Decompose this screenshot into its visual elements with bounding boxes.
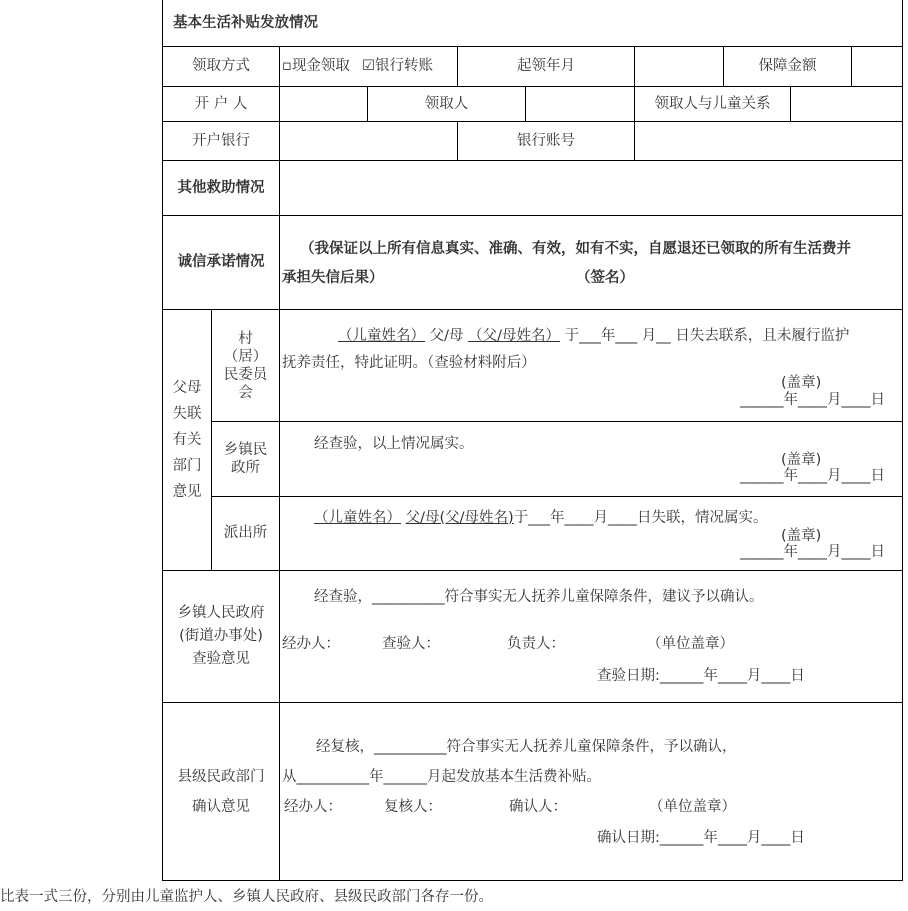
village-text-line1: 于___年___ 月__ 日失去联系，且未履行监护	[564, 328, 850, 344]
promise-sign: （签名）	[576, 270, 634, 286]
parents-lost-label-line: 意见	[172, 484, 202, 500]
grid-line	[211, 496, 903, 497]
start-month-value[interactable]	[635, 47, 723, 86]
account-label: 银行账号	[517, 132, 575, 149]
child-name-field[interactable]: （儿童姓名）	[314, 510, 401, 526]
township-office-label	[212, 422, 279, 496]
town-gov-handler: 经办人：	[282, 636, 340, 652]
township-date[interactable]: ______年____月____日	[740, 468, 885, 484]
amount-value[interactable]	[852, 47, 902, 86]
village-date[interactable]: ______年____月____日	[740, 392, 885, 408]
method-label: 领取方式	[192, 58, 250, 74]
parents-lost-label-line: 父母	[172, 380, 202, 396]
county-date[interactable]: 确认日期:______年____月____日	[597, 830, 805, 846]
grid-line	[279, 160, 280, 880]
town-gov-label-line: 乡镇人民政府	[177, 605, 265, 621]
parent-name-field[interactable]: (父/母姓名)	[439, 510, 514, 526]
promise-text-line1: （我保证以上所有信息真实、准确、有效，如有不实，自愿退还已领取的所有生活费并	[300, 241, 851, 257]
police-date[interactable]: ______年____月____日	[740, 544, 885, 560]
village-statement	[338, 327, 849, 345]
village-label-line: 民委员	[223, 366, 268, 383]
footer-note: 比表一式三份，分别由儿童监护人、乡镇人民政府、县级民政部门各存一份。	[0, 889, 493, 905]
township-label-line: 政所	[231, 460, 260, 476]
county-statement-line2: 从__________年______月起发放基本生活费补贴。	[282, 769, 601, 785]
county-reviewer: 复核人：	[384, 799, 442, 815]
village-committee-label	[212, 310, 279, 421]
promise-label: 诚信承诺情况	[177, 254, 265, 270]
town-gov-checker: 查验人：	[382, 636, 440, 652]
police-station-label: 派出所	[223, 525, 268, 541]
township-seal: (盖章)	[781, 452, 822, 468]
other-assistance-label: 其他救助情况	[177, 179, 265, 196]
bank-label: 开户银行	[192, 132, 250, 149]
account-value[interactable]	[635, 122, 902, 160]
village-label-line: 会	[238, 384, 253, 401]
receiver-label: 领取人	[424, 95, 469, 112]
parents-lost-label-line: 失联	[172, 406, 202, 422]
holder-label: 开 户 人	[194, 95, 248, 112]
start-month-label: 起领年月	[517, 58, 575, 74]
receiver-value[interactable]	[526, 87, 634, 121]
police-statement	[314, 509, 767, 527]
township-label-line: 乡镇民	[223, 442, 268, 458]
county-label	[163, 703, 279, 880]
town-gov-label	[163, 571, 279, 702]
county-label-line: 县级民政部门	[177, 768, 265, 785]
relation-value[interactable]	[791, 87, 902, 121]
parent-prefix: 父/母	[429, 328, 464, 344]
county-confirmer: 确认人：	[509, 799, 567, 815]
town-gov-responsible: 负责人：	[507, 636, 565, 652]
child-name-field[interactable]: （儿童姓名）	[338, 328, 425, 344]
cash-option-checkbox[interactable]: ▫现金领取	[282, 58, 350, 74]
town-gov-date[interactable]: 查验日期:______年____月____日	[597, 668, 805, 684]
village-label-line: （居）	[223, 348, 268, 365]
grid-line	[162, 880, 903, 881]
parent-name-field[interactable]: （父/母姓名）	[468, 328, 560, 344]
amount-label: 保障金额	[758, 58, 817, 74]
parent-prefix: 父/母	[405, 510, 440, 526]
grid-line	[211, 421, 903, 422]
town-gov-statement: 经查验，__________符合事实无人抚养儿童保障条件，建议予以确认。	[314, 589, 764, 605]
relation-label: 领取人与儿童关系	[654, 95, 771, 112]
village-label-line: 村	[238, 330, 253, 347]
village-text-line2: 抚养责任，特此证明。（查验材料附后）	[282, 355, 536, 371]
county-label-line: 确认意见	[192, 798, 250, 815]
promise-text-line2: 承担失信后果）	[282, 270, 384, 286]
subsidy-title: 基本生活补贴发放情况	[173, 15, 318, 31]
parents-lost-label-line: 有关	[172, 432, 202, 448]
village-seal: (盖章)	[781, 375, 822, 391]
parents-lost-label-line: 部门	[172, 458, 202, 474]
police-seal: (盖章)	[781, 528, 822, 544]
other-assistance-value[interactable]	[280, 161, 902, 215]
bank-value[interactable]	[280, 122, 457, 160]
township-statement: 经查验，以上情况属实。	[314, 436, 474, 452]
bank-option-checkbox[interactable]: ☑银行转账	[362, 58, 433, 74]
holder-value[interactable]	[280, 87, 367, 121]
town-gov-label-line: (街道办事处)	[179, 628, 263, 644]
county-seal: （单位盖章）	[649, 799, 736, 815]
police-text: 于___年____月____日失联，情况属实。	[513, 510, 768, 526]
town-gov-label-line: 查验意见	[192, 651, 250, 667]
county-handler: 经办人：	[284, 799, 342, 815]
county-statement-line1: 经复核，__________符合事实无人抚养儿童保障条件，予以确认，	[316, 739, 737, 755]
parents-lost-label	[163, 310, 211, 570]
grid-line	[902, 0, 903, 881]
town-gov-seal: （单位盖章）	[647, 636, 734, 652]
